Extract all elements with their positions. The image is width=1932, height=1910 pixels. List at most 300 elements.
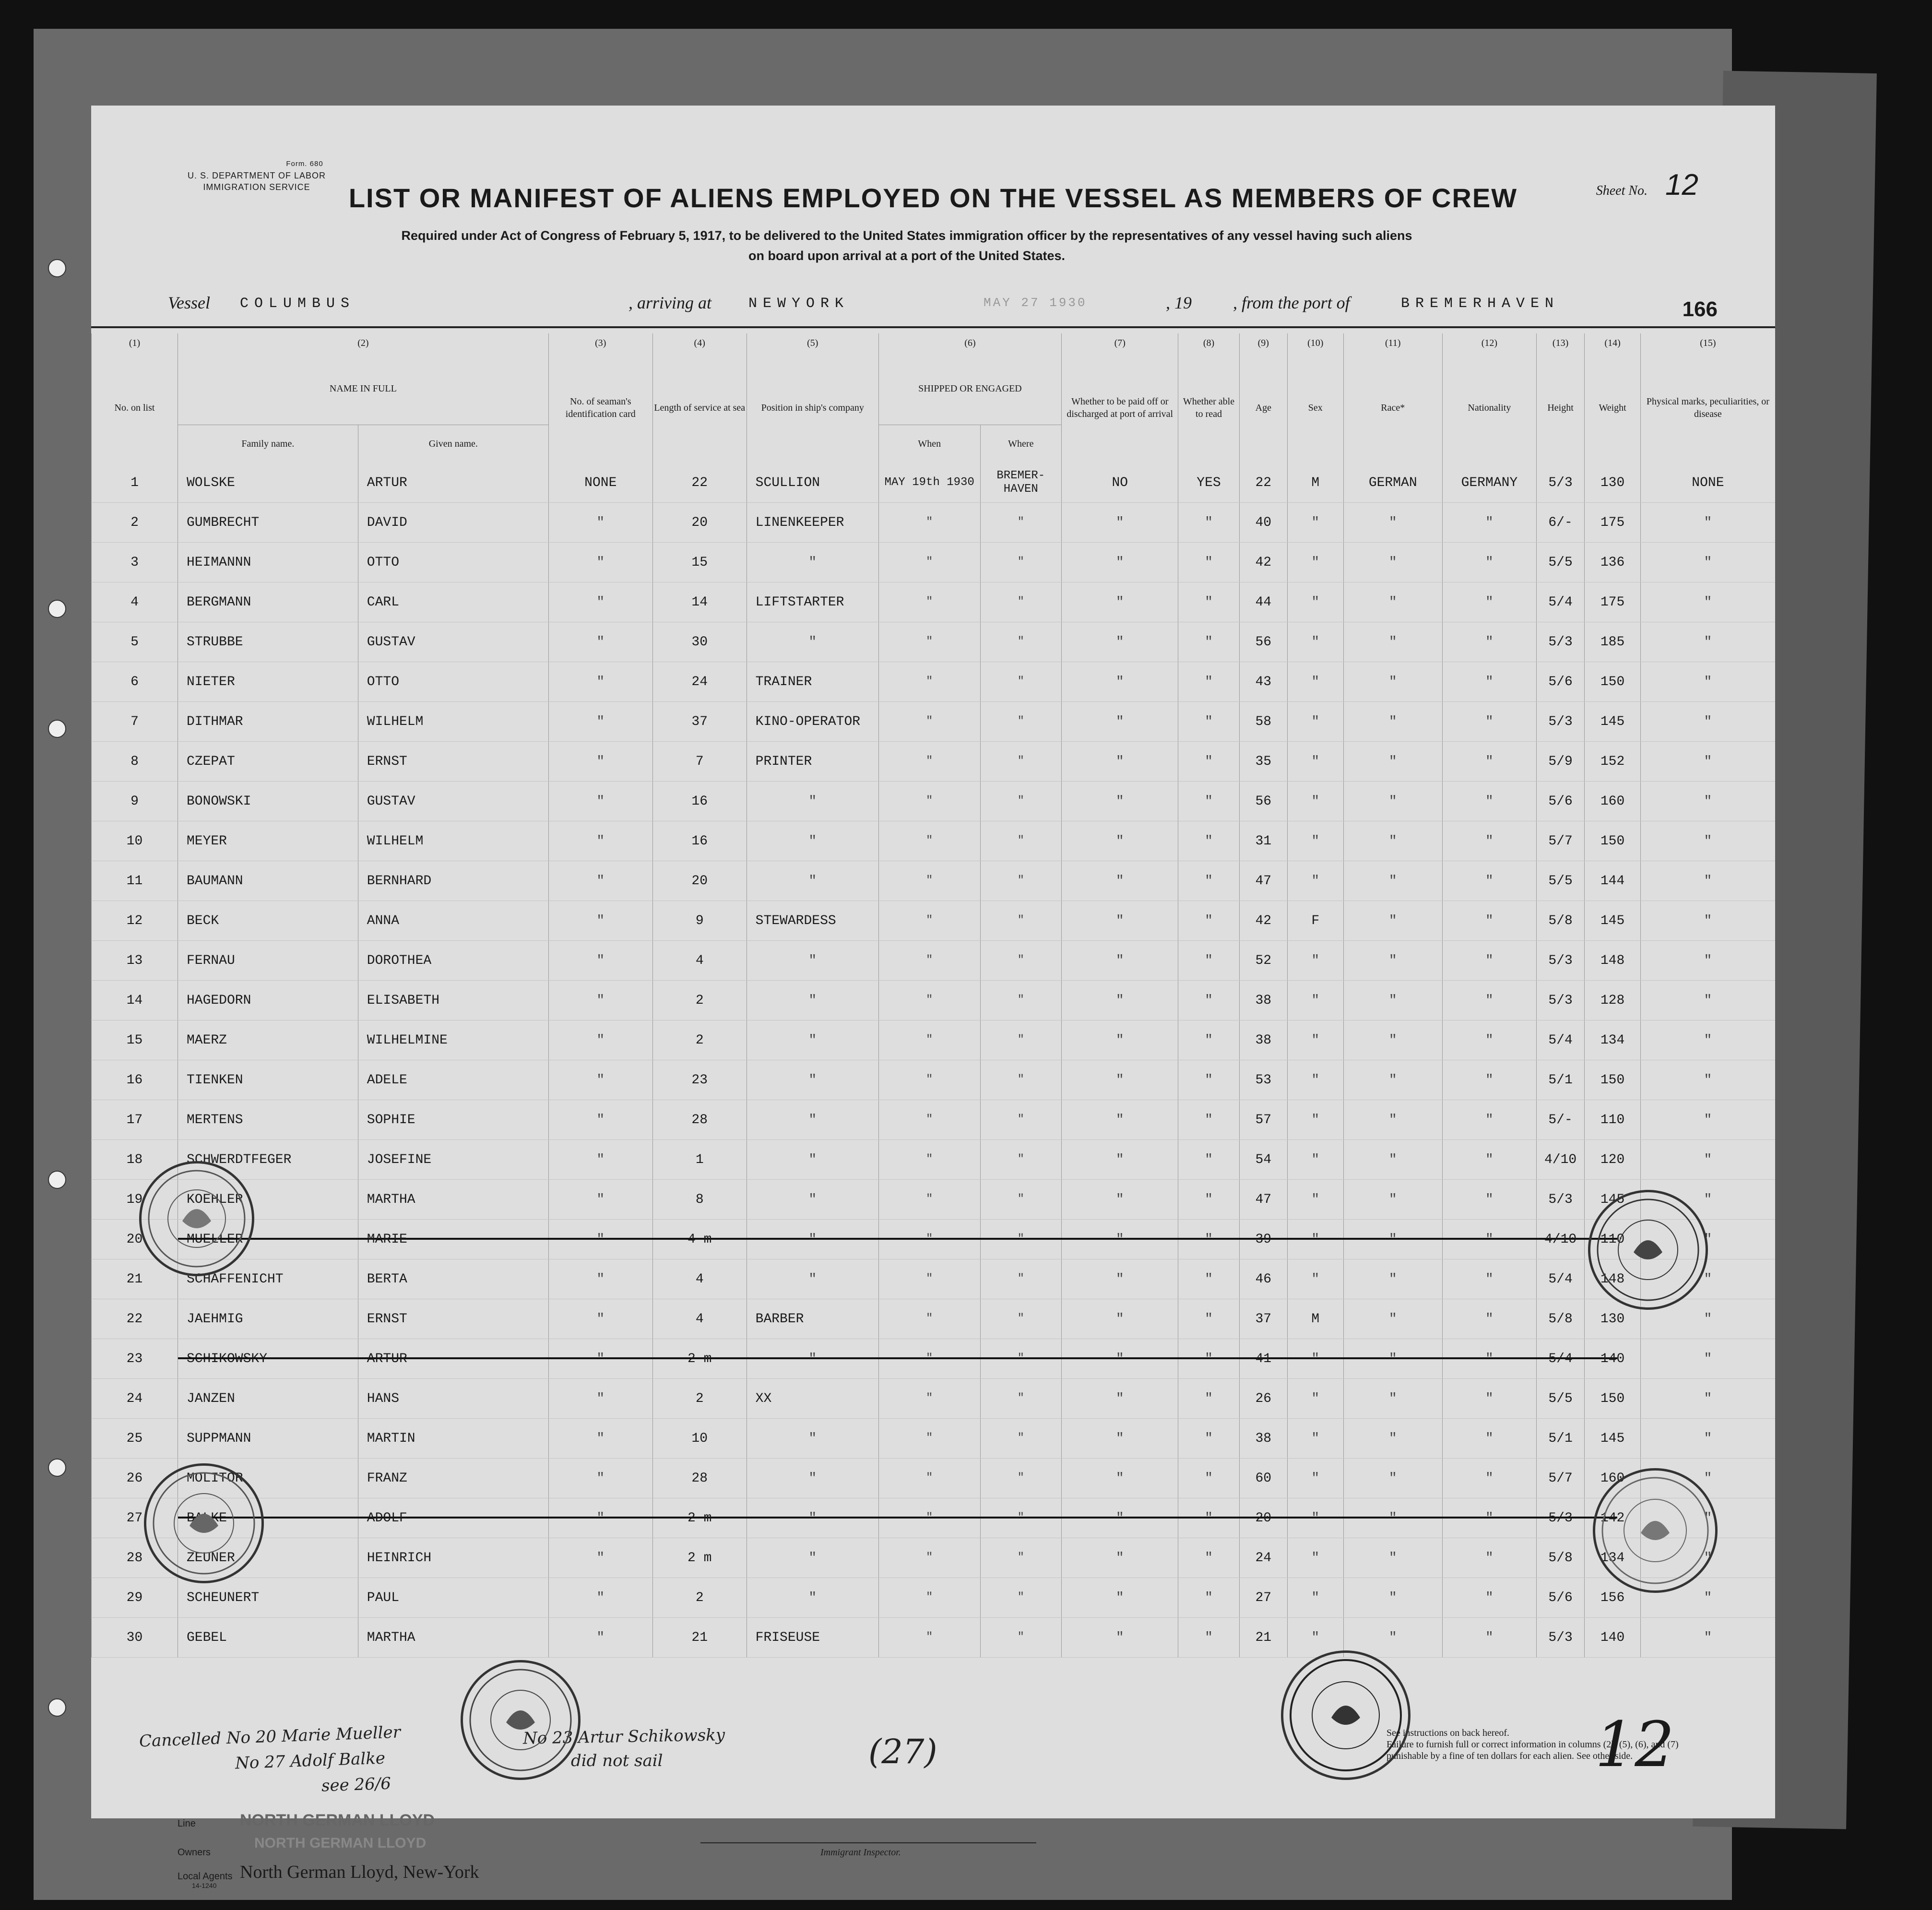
cell-height: 5/8 xyxy=(1536,1299,1585,1339)
cell-shipped-when: " xyxy=(878,702,980,742)
agents-value: North German Lloyd, New-York xyxy=(240,1862,479,1882)
cell-service-length: 21 xyxy=(652,1618,747,1658)
cell-row-number: 16 xyxy=(92,1060,178,1100)
col-header-where: Where xyxy=(980,425,1061,463)
owners-label: Owners xyxy=(178,1847,211,1858)
cell-sex: " xyxy=(1288,1379,1343,1419)
cell-given-name: BERTA xyxy=(358,1259,548,1299)
cell-position: " xyxy=(747,1020,878,1060)
table-row xyxy=(92,1220,1776,1259)
cell-sex: " xyxy=(1288,582,1343,622)
cell-family-name: KOEHLER xyxy=(178,1180,358,1220)
cell-weight: 110 xyxy=(1585,1100,1640,1140)
cell-race: " xyxy=(1343,1259,1442,1299)
cell-sex: " xyxy=(1288,1259,1343,1299)
cell-able-to-read: " xyxy=(1178,1259,1239,1299)
cell-able-to-read: " xyxy=(1178,1459,1239,1498)
cell-paid-off: " xyxy=(1062,861,1178,901)
departure-port: BREMERHAVEN xyxy=(1401,296,1560,312)
cell-paid-off: " xyxy=(1062,622,1178,662)
cell-shipped-when: " xyxy=(878,901,980,941)
cell-age: 40 xyxy=(1239,503,1288,543)
cell-weight: 140 xyxy=(1585,1618,1640,1658)
cell-family-name: GEBEL xyxy=(178,1618,358,1658)
cell-row-number: 4 xyxy=(92,582,178,622)
cell-able-to-read: " xyxy=(1178,543,1239,582)
inspector-signature-line xyxy=(700,1842,1036,1843)
cell-race: " xyxy=(1343,1100,1442,1140)
cell-height: 4/10 xyxy=(1536,1140,1585,1180)
cell-sex: " xyxy=(1288,622,1343,662)
cell-shipped-when: " xyxy=(878,742,980,782)
cell-service-length: 23 xyxy=(652,1060,747,1100)
colnum-11: (11) xyxy=(1343,333,1442,353)
cell-able-to-read: " xyxy=(1178,1180,1239,1220)
cell-family-name: BECK xyxy=(178,901,358,941)
cell-sex: " xyxy=(1288,1140,1343,1180)
table-header xyxy=(92,333,1776,463)
cell-weight: 156 xyxy=(1585,1578,1640,1618)
cell-family-name: MEYER xyxy=(178,821,358,861)
cell-age: 56 xyxy=(1239,622,1288,662)
cell-age: 38 xyxy=(1239,981,1288,1020)
cell-sex: " xyxy=(1288,941,1343,981)
binder-hole xyxy=(48,259,66,277)
cell-shipped-when: " xyxy=(878,861,980,901)
cell-given-name: HEINRICH xyxy=(358,1538,548,1578)
cell-id-card: " xyxy=(548,1379,652,1419)
cell-service-length: 7 xyxy=(652,742,747,782)
cell-position: " xyxy=(747,1538,878,1578)
cell-service-length: 2 xyxy=(652,1020,747,1060)
manifest-subtitle xyxy=(283,225,1530,266)
cell-age: 41 xyxy=(1239,1339,1288,1379)
cell-row-number: 3 xyxy=(92,543,178,582)
cell-shipped-where: " xyxy=(980,1618,1061,1658)
cell-able-to-read: " xyxy=(1178,1020,1239,1060)
cell-shipped-where: " xyxy=(980,1100,1061,1140)
table-row xyxy=(92,1140,1776,1180)
cell-position: " xyxy=(747,1060,878,1100)
cell-id-card: " xyxy=(548,582,652,622)
table-body xyxy=(92,463,1776,1658)
table-row xyxy=(92,1498,1776,1538)
cell-physical-marks: " xyxy=(1640,1020,1775,1060)
col-header-given: Given name. xyxy=(358,425,548,463)
cell-family-name: SUPPMANN xyxy=(178,1419,358,1459)
cell-race: " xyxy=(1343,861,1442,901)
cell-age: 46 xyxy=(1239,1259,1288,1299)
cell-physical-marks: " xyxy=(1640,1339,1775,1379)
cell-physical-marks: " xyxy=(1640,543,1775,582)
cell-paid-off: " xyxy=(1062,1339,1178,1379)
cell-id-card: " xyxy=(548,1618,652,1658)
cell-age: 24 xyxy=(1239,1538,1288,1578)
cell-height: 6/- xyxy=(1536,503,1585,543)
cell-shipped-when: " xyxy=(878,1578,980,1618)
cell-given-name: MARTHA xyxy=(358,1618,548,1658)
cell-able-to-read: YES xyxy=(1178,463,1239,503)
cell-race: " xyxy=(1343,1060,1442,1100)
colnum-7: (7) xyxy=(1062,333,1178,353)
table-row xyxy=(92,1379,1776,1419)
cell-nationality: " xyxy=(1442,1339,1536,1379)
cell-nationality: " xyxy=(1442,582,1536,622)
cell-shipped-when: " xyxy=(878,782,980,821)
crew-table xyxy=(91,333,1775,1658)
cell-physical-marks: " xyxy=(1640,662,1775,702)
cell-given-name: SOPHIE xyxy=(358,1100,548,1140)
cell-shipped-when: " xyxy=(878,1060,980,1100)
cell-physical-marks: " xyxy=(1640,1618,1775,1658)
cell-id-card: " xyxy=(548,941,652,981)
consulate-seal xyxy=(1593,1468,1718,1593)
cell-age: 47 xyxy=(1239,1180,1288,1220)
cell-paid-off: " xyxy=(1062,1180,1178,1220)
cell-id-card: " xyxy=(548,1140,652,1180)
cell-id-card: " xyxy=(548,742,652,782)
cell-family-name: HEIMANNN xyxy=(178,543,358,582)
form-number: Form. 680 xyxy=(286,160,323,168)
cell-weight: 152 xyxy=(1585,742,1640,782)
cell-shipped-when: " xyxy=(878,1180,980,1220)
cell-age: 52 xyxy=(1239,941,1288,981)
cell-id-card: " xyxy=(548,1220,652,1259)
col-header-shipped: SHIPPED OR ENGAGED xyxy=(878,353,1061,425)
cell-shipped-when: " xyxy=(878,1419,980,1459)
cell-id-card: " xyxy=(548,503,652,543)
cell-weight: 134 xyxy=(1585,1538,1640,1578)
cell-nationality: " xyxy=(1442,1578,1536,1618)
cell-given-name: GUSTAV xyxy=(358,782,548,821)
consulate-seal xyxy=(1588,1190,1708,1310)
year-label: , 19 xyxy=(1166,293,1192,312)
cell-family-name: JANZEN xyxy=(178,1379,358,1419)
cell-row-number: 23 xyxy=(92,1339,178,1379)
cell-weight: 120 xyxy=(1585,1140,1640,1180)
col-header-when: When xyxy=(878,425,980,463)
cell-age: 22 xyxy=(1239,463,1288,503)
cell-height: 5/3 xyxy=(1536,1618,1585,1658)
cell-family-name: WOLSKE xyxy=(178,463,358,503)
cell-family-name: FERNAU xyxy=(178,941,358,981)
cell-service-length: 16 xyxy=(652,821,747,861)
cell-position: " xyxy=(747,1140,878,1180)
cell-able-to-read: " xyxy=(1178,1339,1239,1379)
cell-row-number: 18 xyxy=(92,1140,178,1180)
hand-cancel-note-1: Cancelled No 20 Marie Mueller xyxy=(139,1722,401,1751)
colnum-13: (13) xyxy=(1536,333,1585,353)
cell-physical-marks: " xyxy=(1640,1578,1775,1618)
cell-physical-marks: " xyxy=(1640,1498,1775,1538)
cell-shipped-where: " xyxy=(980,742,1061,782)
col-header-position: Position in ship's company xyxy=(747,353,878,463)
cell-physical-marks: " xyxy=(1640,981,1775,1020)
cell-family-name: BAUMANN xyxy=(178,861,358,901)
cell-paid-off: " xyxy=(1062,1498,1178,1538)
colnum-5: (5) xyxy=(747,333,878,353)
cell-age: 42 xyxy=(1239,901,1288,941)
cell-position: " xyxy=(747,821,878,861)
cell-height: 5/4 xyxy=(1536,1020,1585,1060)
cell-weight: 160 xyxy=(1585,1459,1640,1498)
cell-race: " xyxy=(1343,1578,1442,1618)
cell-weight: 142 xyxy=(1585,1498,1640,1538)
cell-weight: 128 xyxy=(1585,981,1640,1020)
cell-physical-marks: " xyxy=(1640,861,1775,901)
cell-sex: " xyxy=(1288,1220,1343,1259)
cell-nationality: " xyxy=(1442,1419,1536,1459)
colnum-14: (14) xyxy=(1585,333,1640,353)
cell-race: " xyxy=(1343,1339,1442,1379)
cell-nationality: " xyxy=(1442,1618,1536,1658)
cell-physical-marks: " xyxy=(1640,941,1775,981)
table-row xyxy=(92,1339,1776,1379)
colnum-2: (2) xyxy=(178,333,548,353)
cell-paid-off: " xyxy=(1062,1299,1178,1339)
cell-race: " xyxy=(1343,1180,1442,1220)
table-row xyxy=(92,463,1776,503)
cell-race: " xyxy=(1343,742,1442,782)
cell-nationality: " xyxy=(1442,1220,1536,1259)
cell-sex: " xyxy=(1288,1419,1343,1459)
cell-able-to-read: " xyxy=(1178,981,1239,1020)
cell-weight: 144 xyxy=(1585,861,1640,901)
cell-service-length: 14 xyxy=(652,582,747,622)
cell-age: 38 xyxy=(1239,1020,1288,1060)
cell-family-name: TIENKEN xyxy=(178,1060,358,1100)
cell-shipped-where: " xyxy=(980,981,1061,1020)
table-row xyxy=(92,503,1776,543)
cell-nationality: " xyxy=(1442,782,1536,821)
cell-id-card: NONE xyxy=(548,463,652,503)
cell-sex: M xyxy=(1288,1299,1343,1339)
cell-height: 5/6 xyxy=(1536,782,1585,821)
cell-nationality: " xyxy=(1442,503,1536,543)
colnum-12: (12) xyxy=(1442,333,1536,353)
cell-physical-marks: " xyxy=(1640,582,1775,622)
cell-position: SCULLION xyxy=(747,463,878,503)
cell-age: 58 xyxy=(1239,702,1288,742)
cell-nationality: " xyxy=(1442,1459,1536,1498)
cell-given-name: OTTO xyxy=(358,543,548,582)
cell-age: 56 xyxy=(1239,782,1288,821)
cell-able-to-read: " xyxy=(1178,702,1239,742)
table-row xyxy=(92,1259,1776,1299)
footnote-2: Failure to furnish full or correct information in columns (2), (5), (6), and (7) xyxy=(1387,1739,1679,1750)
line-label: Line xyxy=(178,1818,196,1829)
cell-service-length: 4 xyxy=(652,941,747,981)
cell-shipped-when: " xyxy=(878,1459,980,1498)
manifest-sheet xyxy=(91,106,1775,1889)
cell-row-number: 11 xyxy=(92,861,178,901)
hand-cancel-note-2: No 27 Adolf Balke xyxy=(235,1748,386,1773)
cell-physical-marks: " xyxy=(1640,821,1775,861)
cell-id-card: " xyxy=(548,543,652,582)
cell-age: 43 xyxy=(1239,662,1288,702)
cell-physical-marks: " xyxy=(1640,901,1775,941)
cell-given-name: HANS xyxy=(358,1379,548,1419)
cell-shipped-when: " xyxy=(878,503,980,543)
cell-paid-off: " xyxy=(1062,821,1178,861)
cell-nationality: GERMANY xyxy=(1442,463,1536,503)
hand-cancel-note-3: see 26/6 xyxy=(321,1774,391,1796)
cell-age: 37 xyxy=(1239,1299,1288,1339)
cell-family-name: SCHEUNERT xyxy=(178,1578,358,1618)
col-header-nationality: Nationality xyxy=(1442,353,1536,463)
consulate-seal xyxy=(144,1463,264,1583)
consulate-seal xyxy=(1281,1650,1410,1780)
cell-able-to-read: " xyxy=(1178,1299,1239,1339)
cell-weight: 185 xyxy=(1585,622,1640,662)
cell-height: 5/7 xyxy=(1536,1459,1585,1498)
page-number: 166 xyxy=(1682,297,1718,321)
cell-shipped-where: " xyxy=(980,861,1061,901)
cell-position: " xyxy=(747,861,878,901)
cell-id-card: " xyxy=(548,1459,652,1498)
cell-service-length: 4 m xyxy=(652,1220,747,1259)
cell-shipped-where: " xyxy=(980,1339,1061,1379)
cell-race: " xyxy=(1343,901,1442,941)
cell-id-card: " xyxy=(548,662,652,702)
cell-id-card: " xyxy=(548,622,652,662)
cell-race: " xyxy=(1343,1538,1442,1578)
cell-position: FRISEUSE xyxy=(747,1618,878,1658)
cell-row-number: 28 xyxy=(92,1538,178,1578)
cell-shipped-when: " xyxy=(878,622,980,662)
cell-nationality: " xyxy=(1442,662,1536,702)
cell-paid-off: " xyxy=(1062,582,1178,622)
cell-row-number: 8 xyxy=(92,742,178,782)
cell-position: " xyxy=(747,981,878,1020)
cell-id-card: " xyxy=(548,1259,652,1299)
cell-position: XX xyxy=(747,1379,878,1419)
cell-family-name: MAERZ xyxy=(178,1020,358,1060)
vessel-label: Vessel xyxy=(168,293,210,312)
cell-id-card: " xyxy=(548,1180,652,1220)
col-header-race: Race* xyxy=(1343,353,1442,463)
cell-paid-off: " xyxy=(1062,782,1178,821)
subtitle-line-1: Required under Act of Congress of February 5, 1917, to be delivered to the United States immigration officer by the representatives of any vessel having such aliens xyxy=(401,228,1412,243)
table-row xyxy=(92,981,1776,1020)
cell-weight: 145 xyxy=(1585,1419,1640,1459)
sheet-number-label: Sheet No. xyxy=(1596,183,1648,198)
cell-height: 5/7 xyxy=(1536,821,1585,861)
cell-shipped-when: " xyxy=(878,1020,980,1060)
cell-race: GERMAN xyxy=(1343,463,1442,503)
cell-row-number: 2 xyxy=(92,503,178,543)
cell-service-length: 16 xyxy=(652,782,747,821)
cell-weight: 130 xyxy=(1585,1299,1640,1339)
cell-weight: 160 xyxy=(1585,782,1640,821)
table-row xyxy=(92,821,1776,861)
cell-family-name: DITHMAR xyxy=(178,702,358,742)
cell-able-to-read: " xyxy=(1178,622,1239,662)
table-row xyxy=(92,1299,1776,1339)
cell-able-to-read: " xyxy=(1178,901,1239,941)
cell-given-name: DAVID xyxy=(358,503,548,543)
cell-row-number: 9 xyxy=(92,782,178,821)
cell-race: " xyxy=(1343,1459,1442,1498)
cell-shipped-when: " xyxy=(878,1618,980,1658)
colnum-9: (9) xyxy=(1239,333,1288,353)
col-header-name: NAME IN FULL xyxy=(178,353,548,425)
cell-family-name: GUMBRECHT xyxy=(178,503,358,543)
cell-weight: 140 xyxy=(1585,1339,1640,1379)
cell-service-length: 15 xyxy=(652,543,747,582)
sheet-number-value: 12 xyxy=(1665,168,1698,202)
cell-position: " xyxy=(747,1419,878,1459)
cell-family-name: JAEHMIG xyxy=(178,1299,358,1339)
cell-id-card: " xyxy=(548,1498,652,1538)
cell-physical-marks: " xyxy=(1640,1379,1775,1419)
cell-able-to-read: " xyxy=(1178,742,1239,782)
cell-sex: " xyxy=(1288,1060,1343,1100)
cell-nationality: " xyxy=(1442,742,1536,782)
cell-id-card: " xyxy=(548,821,652,861)
cell-physical-marks: " xyxy=(1640,1419,1775,1459)
cell-weight: 175 xyxy=(1585,503,1640,543)
cell-height: 5/3 xyxy=(1536,941,1585,981)
cell-row-number: 25 xyxy=(92,1419,178,1459)
col-header-weight: Weight xyxy=(1585,353,1640,463)
agents-label: Local Agents xyxy=(178,1871,233,1882)
handwritten-sheet-number: 12 xyxy=(1595,1708,1674,1781)
cell-height: 5/3 xyxy=(1536,981,1585,1020)
col-header-no: No. on list xyxy=(92,353,178,463)
cell-shipped-where: " xyxy=(980,543,1061,582)
cell-row-number: 13 xyxy=(92,941,178,981)
cell-id-card: " xyxy=(548,861,652,901)
cell-given-name: MARIE xyxy=(358,1220,548,1259)
cell-weight: 136 xyxy=(1585,543,1640,582)
cell-age: 20 xyxy=(1239,1498,1288,1538)
cell-age: 42 xyxy=(1239,543,1288,582)
cell-race: " xyxy=(1343,662,1442,702)
cell-shipped-where: " xyxy=(980,1459,1061,1498)
cell-paid-off: " xyxy=(1062,1379,1178,1419)
col-header-service: Length of service at sea xyxy=(652,353,747,463)
cell-shipped-where: " xyxy=(980,1259,1061,1299)
cell-shipped-where: " xyxy=(980,1140,1061,1180)
cell-family-name: MERTENS xyxy=(178,1100,358,1140)
cell-row-number: 17 xyxy=(92,1100,178,1140)
cell-sex: " xyxy=(1288,543,1343,582)
cell-age: 21 xyxy=(1239,1618,1288,1658)
cell-family-name: STRUBBE xyxy=(178,622,358,662)
consulate-seal xyxy=(461,1660,581,1780)
cell-row-number: 27 xyxy=(92,1498,178,1538)
cell-height: 5/6 xyxy=(1536,1578,1585,1618)
table-row xyxy=(92,1459,1776,1498)
cell-weight: 150 xyxy=(1585,1060,1640,1100)
col-header-able-read: Whether able to read xyxy=(1178,353,1239,463)
cell-paid-off: " xyxy=(1062,662,1178,702)
cell-shipped-where: " xyxy=(980,1419,1061,1459)
cell-able-to-read: " xyxy=(1178,1220,1239,1259)
cell-row-number: 12 xyxy=(92,901,178,941)
cell-service-length: 2 m xyxy=(652,1538,747,1578)
cell-sex: " xyxy=(1288,1578,1343,1618)
cell-physical-marks: " xyxy=(1640,1538,1775,1578)
cell-given-name: OTTO xyxy=(358,662,548,702)
cell-row-number: 24 xyxy=(92,1379,178,1419)
cell-given-name: ARTUR xyxy=(358,1339,548,1379)
cell-race: " xyxy=(1343,582,1442,622)
cell-id-card: " xyxy=(548,1419,652,1459)
cell-race: " xyxy=(1343,702,1442,742)
cell-shipped-where: " xyxy=(980,622,1061,662)
